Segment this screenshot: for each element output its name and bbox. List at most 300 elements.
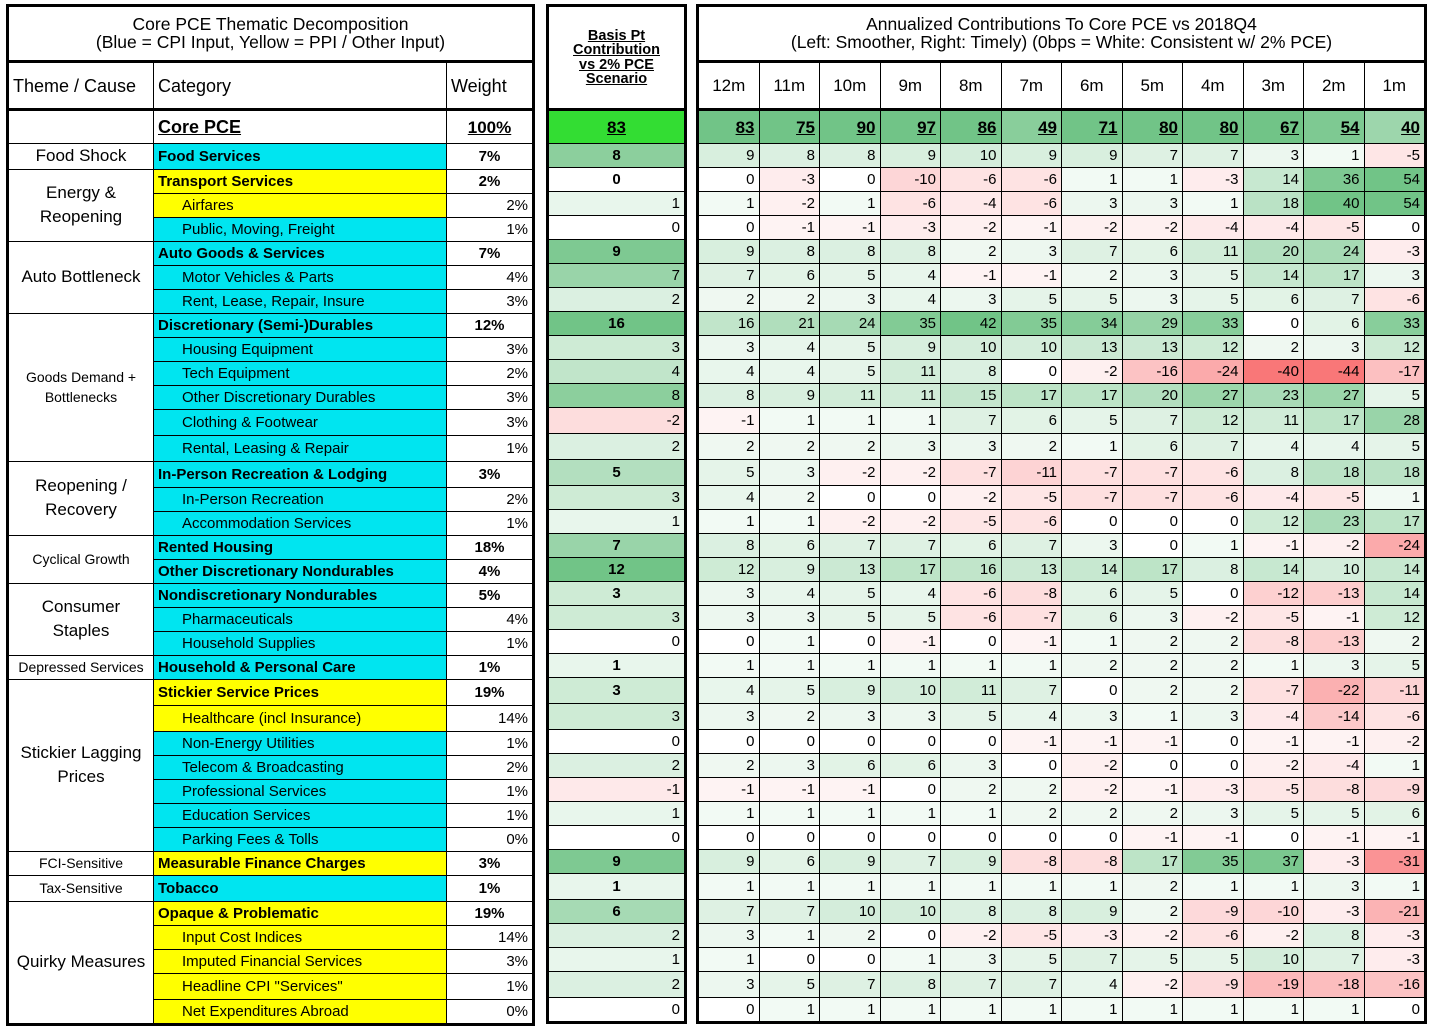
contribution-8m: 8 [941,900,1002,924]
contribution-10m: 6 [820,754,881,778]
period-header-11m: 11m [759,62,820,110]
contribution-row [699,802,1425,826]
contribution-2m: -5 [1304,216,1365,240]
category-telecom-broadcasting: Telecom & Broadcasting [154,755,447,779]
basis-row [549,408,685,434]
contribution-6m: 17 [1062,384,1123,408]
contribution-3m: -2 [1243,754,1304,778]
contribution-7m: -7 [1001,606,1062,630]
contribution-10m: 8 [820,144,881,168]
category-parking-fees-tolls: Parking Fees & Tolls [154,827,447,851]
contribution-5m: 17 [1122,558,1183,582]
contribution-11m: 0 [759,826,820,850]
contribution-2m: 3 [1304,654,1365,678]
category-row [9,901,533,925]
contribution-4m: -4 [1183,216,1244,240]
basis-point-value: 7 [549,534,685,558]
contribution-7m: 5 [1001,288,1062,312]
contribution-7m: 2 [1001,778,1062,802]
left-title-line2: (Blue = CPI Input, Yellow = PPI / Other Input) [95,31,446,52]
period-header-1m: 1m [1364,62,1425,110]
category-input-cost-indices: Input Cost Indices [154,925,447,949]
contribution-10m: 7 [820,972,881,998]
period-header-12m: 12m [699,62,760,110]
contribution-row [699,434,1425,460]
contribution-2m: 7 [1304,288,1365,312]
contribution-1m: -16 [1364,972,1425,998]
contribution-3m: 37 [1243,850,1304,874]
category-rented-housing: Rented Housing [154,535,447,559]
contribution-10m: -2 [820,510,881,534]
contribution-9m: 11 [880,360,941,384]
contribution-8m: -6 [941,606,1002,630]
contribution-5m: -1 [1122,730,1183,754]
contribution-3m: -1 [1243,534,1304,558]
category-row [9,144,533,170]
contribution-5m: 1 [1122,168,1183,192]
basis-point-value: 2 [549,434,685,460]
basis-point-value: 1 [549,874,685,900]
basis-row [549,312,685,336]
basis-point-value: 1 [549,510,685,534]
theme-label: Depressed Services [9,655,154,679]
contribution-7m: 7 [1001,678,1062,704]
contribution-8m: 1 [941,998,1002,1022]
contribution-12m: 2 [699,434,760,460]
contribution-3m: 8 [1243,460,1304,486]
category-opaque-problematic: Opaque & Problematic [154,901,447,925]
contribution-6m: 4 [1062,972,1123,998]
category-row [9,655,533,679]
contribution-6m: 6 [1062,582,1123,606]
contribution-12m: 3 [699,582,760,606]
basis-point-value: -2 [549,408,685,434]
contribution-6m: -2 [1062,778,1123,802]
contribution-8m: 1 [941,654,1002,678]
contribution-1m: 54 [1364,168,1425,192]
basis-row [549,582,685,606]
annualized-contributions-table [698,6,1425,1022]
contribution-11m: 2 [759,486,820,510]
contribution-6m: 1 [1062,434,1123,460]
contribution-7m: -6 [1001,168,1062,192]
contribution-5m: 17 [1122,850,1183,874]
contribution-5m: -2 [1122,216,1183,240]
contribution-row [699,312,1425,336]
contribution-10m: 11 [820,384,881,408]
contribution-4m: 8 [1183,558,1244,582]
contribution-row [699,998,1425,1022]
period-header-4m: 4m [1183,62,1244,110]
contribution-row [699,850,1425,874]
weight-value: 12% [447,313,533,337]
contribution-3m: -4 [1243,486,1304,510]
contribution-4m: 0 [1183,582,1244,606]
contribution-7m: -6 [1001,192,1062,216]
contribution-1m: 1 [1364,486,1425,510]
contribution-5m: 2 [1122,678,1183,704]
contribution-3m: 5 [1243,802,1304,826]
category-household-personal-care: Household & Personal Care [154,655,447,679]
basis-point-value: 3 [549,678,685,704]
category-row [9,851,533,875]
basis-point-value: 83 [549,110,685,144]
contribution-3m: -5 [1243,778,1304,802]
contribution-1m: -3 [1364,948,1425,972]
period-header-5m: 5m [1122,62,1183,110]
contribution-2m: 3 [1304,336,1365,360]
theme-label: Quirky Measures [9,901,154,1023]
contribution-11m: 3 [759,754,820,778]
contribution-5m: -2 [1122,972,1183,998]
category-in-person-recreation: In-Person Recreation [154,487,447,511]
contribution-12m: 8 [699,534,760,558]
contribution-3m: -4 [1243,216,1304,240]
basis-row [549,802,685,826]
contribution-4m: 0 [1183,510,1244,534]
contribution-12m: 9 [699,240,760,264]
contribution-11m: 2 [759,704,820,730]
contribution-9m: 11 [880,384,941,408]
contribution-1m: -17 [1364,360,1425,384]
contribution-4m: 3 [1183,802,1244,826]
contribution-10m: 1 [820,998,881,1022]
category-nondiscretionary-nondurables: Nondiscretionary Nondurables [154,583,447,607]
contribution-3m: 0 [1243,312,1304,336]
contribution-12m: 3 [699,606,760,630]
basis-point-value: 0 [549,630,685,654]
category-housing-equipment: Housing Equipment [154,337,447,361]
contribution-11m: 1 [759,408,820,434]
contribution-7m: -1 [1001,264,1062,288]
contribution-10m: 7 [820,534,881,558]
contribution-1m: -6 [1364,704,1425,730]
contribution-7m: 4 [1001,704,1062,730]
weight-value: 14% [447,705,533,731]
contribution-1m: 0 [1364,216,1425,240]
basis-row [549,924,685,948]
contribution-6m: 14 [1062,558,1123,582]
theme-label [9,110,154,144]
contribution-10m: 2 [820,924,881,948]
theme-label: Stickier Lagging Prices [9,679,154,851]
contribution-row [699,216,1425,240]
contribution-6m: -3 [1062,924,1123,948]
contribution-10m: 5 [820,264,881,288]
category-row [9,241,533,265]
contribution-9m: 8 [880,972,941,998]
contribution-2m: 8 [1304,924,1365,948]
contribution-11m: 3 [759,606,820,630]
weight-value: 4% [447,559,533,583]
contribution-7m: -1 [1001,216,1062,240]
contribution-12m: 3 [699,336,760,360]
theme-label: FCI-Sensitive [9,851,154,875]
contribution-row [699,288,1425,312]
contribution-12m: 9 [699,850,760,874]
weight-value: 3% [447,949,533,973]
contribution-4m: 1 [1183,998,1244,1022]
weight-value: 1% [447,631,533,655]
category-motor-vehicles-parts: Motor Vehicles & Parts [154,265,447,289]
contribution-7m: 7 [1001,534,1062,558]
contribution-6m: 9 [1062,900,1123,924]
category-food-services: Food Services [154,144,447,170]
category-row [9,875,533,901]
weight-value: 2% [447,169,533,193]
period-header-9m: 9m [880,62,941,110]
basis-row [549,850,685,874]
basis-row [549,384,685,408]
basis-point-value: 16 [549,312,685,336]
theme-label: Energy & Reopening [9,169,154,241]
basis-row [549,754,685,778]
category-core-pce: Core PCE [154,110,447,144]
contribution-5m: 3 [1122,288,1183,312]
contribution-5m: 3 [1122,192,1183,216]
contribution-9m: 6 [880,754,941,778]
contribution-8m: 3 [941,948,1002,972]
contribution-12m: 1 [699,654,760,678]
contribution-11m: 0 [759,730,820,754]
contribution-10m: 10 [820,900,881,924]
category-education-services: Education Services [154,803,447,827]
contribution-3m: 67 [1243,110,1304,144]
contribution-12m: 0 [699,826,760,850]
contribution-3m: 3 [1243,144,1304,168]
basis-point-value: 1 [549,802,685,826]
contribution-12m: 4 [699,678,760,704]
contribution-2m: -22 [1304,678,1365,704]
contribution-10m: 13 [820,558,881,582]
weight-value: 1% [447,655,533,679]
contribution-1m: -1 [1364,826,1425,850]
contribution-11m: 6 [759,264,820,288]
contribution-2m: 17 [1304,408,1365,434]
basis-row [549,704,685,730]
contribution-8m: 0 [941,630,1002,654]
basis-row [549,510,685,534]
contribution-7m: -5 [1001,486,1062,510]
contribution-7m: 1 [1001,998,1062,1022]
period-header-8m: 8m [941,62,1002,110]
contribution-9m: 8 [880,240,941,264]
contribution-12m: 1 [699,802,760,826]
contribution-6m: 0 [1062,826,1123,850]
contribution-10m: 5 [820,360,881,384]
basis-row [549,654,685,678]
contribution-4m: 1 [1183,192,1244,216]
basis-point-value: 4 [549,360,685,384]
contribution-8m: 6 [941,534,1002,558]
contribution-2m: -14 [1304,704,1365,730]
contribution-5m: 6 [1122,240,1183,264]
contribution-11m: 75 [759,110,820,144]
contribution-7m: 5 [1001,948,1062,972]
contribution-9m: -2 [880,510,941,534]
contribution-row [699,264,1425,288]
category-public-moving-freight: Public, Moving, Freight [154,217,447,241]
contribution-1m: -6 [1364,288,1425,312]
contribution-4m: -3 [1183,778,1244,802]
contribution-10m: 1 [820,802,881,826]
weight-value: 100% [447,110,533,144]
contribution-row [699,384,1425,408]
contribution-2m: 1 [1304,144,1365,168]
basis-point-value: 0 [549,730,685,754]
basis-title-line4: Scenario [585,71,648,87]
contribution-2m: -4 [1304,754,1365,778]
contribution-row [699,534,1425,558]
contribution-12m: 8 [699,384,760,408]
basis-row [549,486,685,510]
basis-row [549,826,685,850]
contribution-2m: 6 [1304,312,1365,336]
contribution-row [699,408,1425,434]
contribution-9m: -10 [880,168,941,192]
contribution-5m: 2 [1122,802,1183,826]
contribution-3m: 1 [1243,998,1304,1022]
contribution-2m: 24 [1304,240,1365,264]
contribution-5m: -7 [1122,460,1183,486]
contribution-row [699,704,1425,730]
contribution-1m: -11 [1364,678,1425,704]
contribution-11m: -1 [759,216,820,240]
contribution-6m: -8 [1062,850,1123,874]
contribution-2m: 17 [1304,264,1365,288]
contribution-8m: 8 [941,360,1002,384]
contribution-3m: 11 [1243,408,1304,434]
contribution-8m: 0 [941,826,1002,850]
basis-point-value: 9 [549,850,685,874]
weight-value: 3% [447,409,533,435]
basis-point-value: 8 [549,144,685,168]
contribution-3m: -2 [1243,924,1304,948]
contribution-9m: 7 [880,534,941,558]
contribution-2m: -5 [1304,486,1365,510]
contribution-6m: 6 [1062,606,1123,630]
basis-point-value: 0 [549,168,685,192]
contribution-3m: 23 [1243,384,1304,408]
category-row [9,583,533,607]
weight-value: 3% [447,851,533,875]
contribution-8m: -4 [941,192,1002,216]
weight-column-header: Weight [447,62,533,110]
contribution-8m: -7 [941,460,1002,486]
contribution-4m: 0 [1183,730,1244,754]
contribution-10m: 8 [820,240,881,264]
contribution-11m: 5 [759,678,820,704]
basis-point-value: 1 [549,192,685,216]
category-non-energy-utilities: Non-Energy Utilities [154,731,447,755]
contribution-12m: 0 [699,730,760,754]
contribution-7m: 1 [1001,654,1062,678]
contribution-12m: 1 [699,510,760,534]
contribution-9m: 17 [880,558,941,582]
contribution-11m: 1 [759,510,820,534]
contribution-2m: 1 [1304,998,1365,1022]
contribution-3m: 14 [1243,558,1304,582]
category-headline-cpi-services: Headline CPI "Services" [154,973,447,999]
contribution-2m: 36 [1304,168,1365,192]
basis-row [549,534,685,558]
basis-title-line2: Contribution [573,42,660,58]
contribution-12m: 16 [699,312,760,336]
contribution-5m: 3 [1122,606,1183,630]
basis-point-value: 9 [549,240,685,264]
basis-point-value: 1 [549,654,685,678]
right-panel-title [699,7,1425,62]
weight-value: 1% [447,973,533,999]
contribution-11m: 1 [759,802,820,826]
category-row [9,169,533,193]
contribution-row [699,460,1425,486]
contribution-row [699,606,1425,630]
contribution-10m: 1 [820,874,881,900]
contribution-1m: 3 [1364,264,1425,288]
contribution-5m: 7 [1122,408,1183,434]
contribution-row [699,730,1425,754]
category-net-expenditures-abroad: Net Expenditures Abroad [154,999,447,1023]
contribution-1m: 18 [1364,460,1425,486]
contribution-7m: 2 [1001,434,1062,460]
contribution-8m: 1 [941,802,1002,826]
weight-value: 2% [447,487,533,511]
period-header-row [699,62,1425,110]
contribution-4m: -2 [1183,606,1244,630]
contribution-8m: 15 [941,384,1002,408]
contribution-9m: 5 [880,606,941,630]
contribution-6m: 0 [1062,510,1123,534]
contribution-3m: 18 [1243,192,1304,216]
contribution-6m: 9 [1062,144,1123,168]
contribution-8m: 9 [941,850,1002,874]
contribution-8m: 2 [941,778,1002,802]
contribution-1m: -24 [1364,534,1425,558]
contribution-6m: 71 [1062,110,1123,144]
contribution-row [699,168,1425,192]
basis-row [549,434,685,460]
contribution-5m: 0 [1122,754,1183,778]
contribution-10m: 1 [820,408,881,434]
contribution-6m: 7 [1062,240,1123,264]
contribution-2m: -1 [1304,826,1365,850]
category-airfares: Airfares [154,193,447,217]
contribution-11m: 5 [759,972,820,998]
weight-value: 1% [447,511,533,535]
contribution-4m: 12 [1183,336,1244,360]
contribution-1m: 54 [1364,192,1425,216]
contribution-3m: -1 [1243,730,1304,754]
contribution-6m: 1 [1062,998,1123,1022]
contribution-4m: -9 [1183,972,1244,998]
contribution-10m: 0 [820,948,881,972]
contribution-2m: 40 [1304,192,1365,216]
contribution-row [699,948,1425,972]
contribution-6m: 1 [1062,168,1123,192]
contribution-10m: 9 [820,678,881,704]
basis-row [549,778,685,802]
contribution-2m: 18 [1304,460,1365,486]
contribution-7m: -6 [1001,510,1062,534]
contribution-10m: 9 [820,850,881,874]
contribution-11m: 1 [759,654,820,678]
contribution-3m: -10 [1243,900,1304,924]
contribution-2m: -3 [1304,850,1365,874]
contribution-7m: -1 [1001,630,1062,654]
contribution-7m: -11 [1001,460,1062,486]
contribution-5m: 13 [1122,336,1183,360]
